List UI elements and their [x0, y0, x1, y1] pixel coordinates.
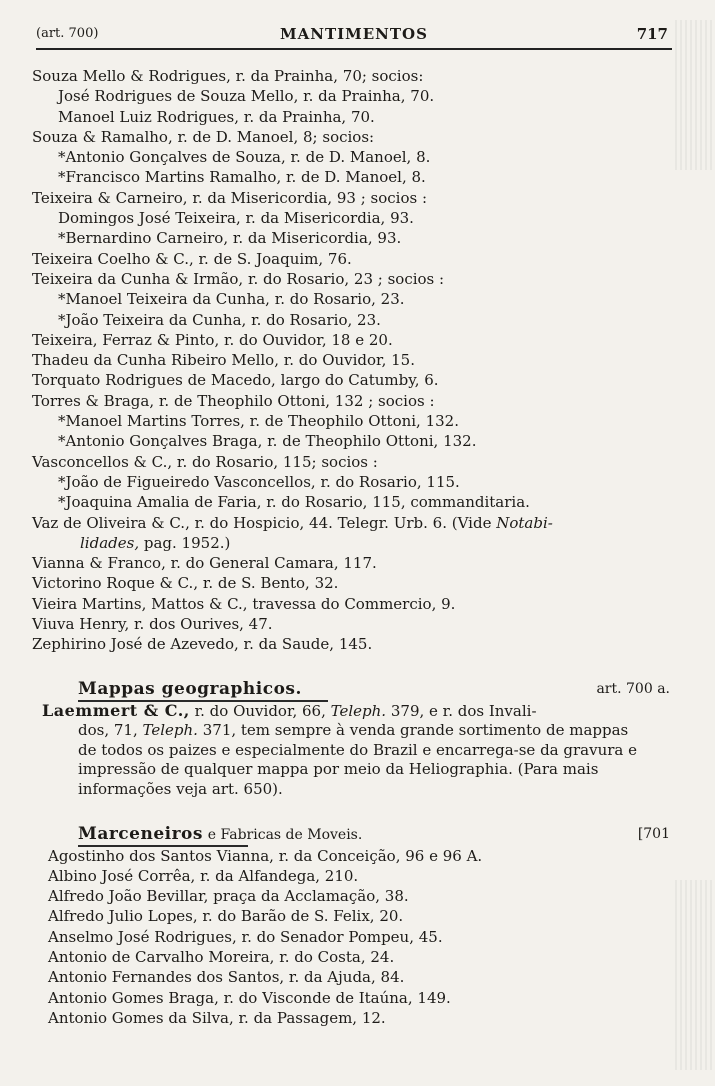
paragraph-line: de todos os paizes e especialmente do Brazil e encarrega-se da gravura e	[78, 740, 637, 759]
list-item-text: Vaz de Oliveira & C., r. do Hospicio, 44. Telegr. Urb. 6. (Vide	[32, 513, 492, 532]
list-item: Anselmo José Rodrigues, r. do Senador Pompeu, 45.	[48, 927, 443, 946]
italic-text: lidades,	[80, 533, 140, 552]
paragraph-text: 371, tem sempre à venda grande sortimento de mappas	[202, 721, 629, 740]
list-item: *João Teixeira da Cunha, r. do Rosario, 23.	[58, 310, 381, 329]
list-item: *Antonio Gonçalves Braga, r. de Theophilo Ottoni, 132.	[58, 432, 477, 451]
page-content	[0, 66, 715, 1028]
section-heading	[0, 677, 715, 701]
section-mantimentos-list	[0, 66, 715, 655]
section-mappas	[0, 677, 715, 800]
list-item: Manoel Luiz Rodrigues, r. da Prainha, 70.	[58, 107, 375, 126]
header-article-ref: (art. 700)	[36, 26, 99, 41]
italic-text: Notabi-	[496, 513, 553, 532]
list-item: Agostinho dos Santos Vianna, r. da Conceição, 96 e 96 A.	[48, 846, 483, 865]
paragraph-text: dos, 71,	[78, 721, 138, 740]
list-item: Souza & Ramalho, r. de D. Manoel, 8; socios:	[32, 127, 375, 146]
list-item: Vianna & Franco, r. do General Camara, 117.	[32, 554, 377, 573]
list-item: *Joaquina Amalia de Faria, r. do Rosario, 115, commanditaria.	[58, 493, 530, 512]
list-item: Antonio Fernandes dos Santos, r. da Ajuda, 84.	[48, 968, 405, 987]
list-item: Teixeira & Carneiro, r. da Misericordia, 93 ; socios :	[32, 188, 428, 207]
list-item: Torres & Braga, r. de Theophilo Ottoni, 132 ; socios :	[32, 391, 435, 410]
list-item: Antonio Gomes Braga, r. do Visconde de Itaúna, 149.	[48, 988, 451, 1007]
list-item: Alfredo João Bevillar, praça da Acclamação, 38.	[48, 887, 409, 906]
page-number: 717	[636, 25, 668, 43]
paragraph	[0, 701, 715, 800]
section-heading	[0, 822, 715, 846]
section-gap	[0, 655, 715, 677]
italic-text: Teleph.	[330, 701, 387, 720]
list-item: Antonio de Carvalho Moreira, r. do Costa, 24.	[48, 948, 395, 967]
list-item: Vieira Martins, Mattos & C., travessa do Commercio, 9.	[32, 594, 456, 613]
list-item: Vasconcellos & C., r. do Rosario, 115; socios :	[32, 452, 378, 471]
list-item: *Francisco Martins Ramalho, r. de D. Manoel, 8.	[58, 168, 426, 187]
list-item: Domingos José Teixeira, r. da Misericordia, 93.	[58, 209, 414, 228]
list-item: Torquato Rodrigues de Macedo, largo do Catumby, 6.	[32, 371, 439, 390]
list-item: *Antonio Gonçalves de Souza, r. de D. Manoel, 8.	[58, 148, 431, 167]
list-item: Souza Mello & Rodrigues, r. da Prainha, 70; socios:	[32, 67, 424, 85]
section-title: Mappas geographicos.	[78, 678, 302, 699]
page-title: MANTIMENTOS	[280, 25, 428, 43]
list-item: Victorino Roque & C., r. de S. Bento, 32.	[32, 574, 339, 593]
paragraph-text: r. do Ouvidor, 66,	[194, 701, 326, 720]
section-subtitle: e Fabricas de Moveis.	[207, 826, 363, 843]
list-item: Teixeira Coelho & C., r. de S. Joaquim, 76.	[32, 249, 352, 268]
section-gap	[0, 800, 715, 822]
list-item: *Bernardino Carneiro, r. da Misericordia, 93.	[58, 229, 402, 248]
list-item-continuation	[0, 533, 715, 553]
list-item: Teixeira, Ferraz & Pinto, r. do Ouvidor, 18 e 20.	[32, 330, 393, 349]
section-article-ref: art. 700 a.	[596, 680, 670, 697]
list-item: Thadeu da Cunha Ribeiro Mello, r. do Ouvidor, 15.	[32, 351, 415, 370]
paragraph-line	[0, 701, 715, 722]
section-marceneiros	[0, 822, 715, 1029]
paragraph-line: impressão de qualquer mappa por meio da Heliographia. (Para mais	[78, 760, 599, 779]
section-title: Marceneiros	[78, 823, 203, 844]
paragraph-text: 379, e r. dos Invali-	[390, 701, 537, 720]
list-item: *Manoel Martins Torres, r. de Theophilo Ottoni, 132.	[58, 412, 459, 431]
list-item-text: pag. 1952.)	[143, 533, 231, 552]
section-article-ref: [701	[637, 825, 670, 842]
paragraph-line: informações veja art. 650).	[78, 779, 283, 798]
italic-text: Teleph.	[142, 721, 198, 740]
paragraph-line	[0, 721, 715, 741]
list-item: Zephirino José de Azevedo, r. da Saude, 145.	[32, 635, 373, 654]
list-item: Alfredo Julio Lopes, r. do Barão de S. Felix, 20.	[48, 907, 404, 926]
list-item: José Rodrigues de Souza Mello, r. da Prainha, 70.	[58, 87, 435, 106]
page-header	[36, 22, 672, 50]
list-item: *João de Figueiredo Vasconcellos, r. do Rosario, 115.	[58, 472, 460, 491]
list-item: *Manoel Teixeira da Cunha, r. do Rosario, 23.	[58, 290, 405, 309]
list-item: Antonio Gomes da Silva, r. da Passagem, 12.	[48, 1008, 386, 1027]
list-item: Viuva Henry, r. dos Ourives, 47.	[32, 615, 273, 634]
list-item	[0, 513, 715, 533]
list-item: Teixeira da Cunha & Irmão, r. do Rosario, 23 ; socios :	[32, 269, 445, 288]
list-item: Albino José Corrêa, r. da Alfandega, 210.	[48, 866, 359, 885]
firm-name: Laemmert & C.,	[42, 700, 190, 720]
